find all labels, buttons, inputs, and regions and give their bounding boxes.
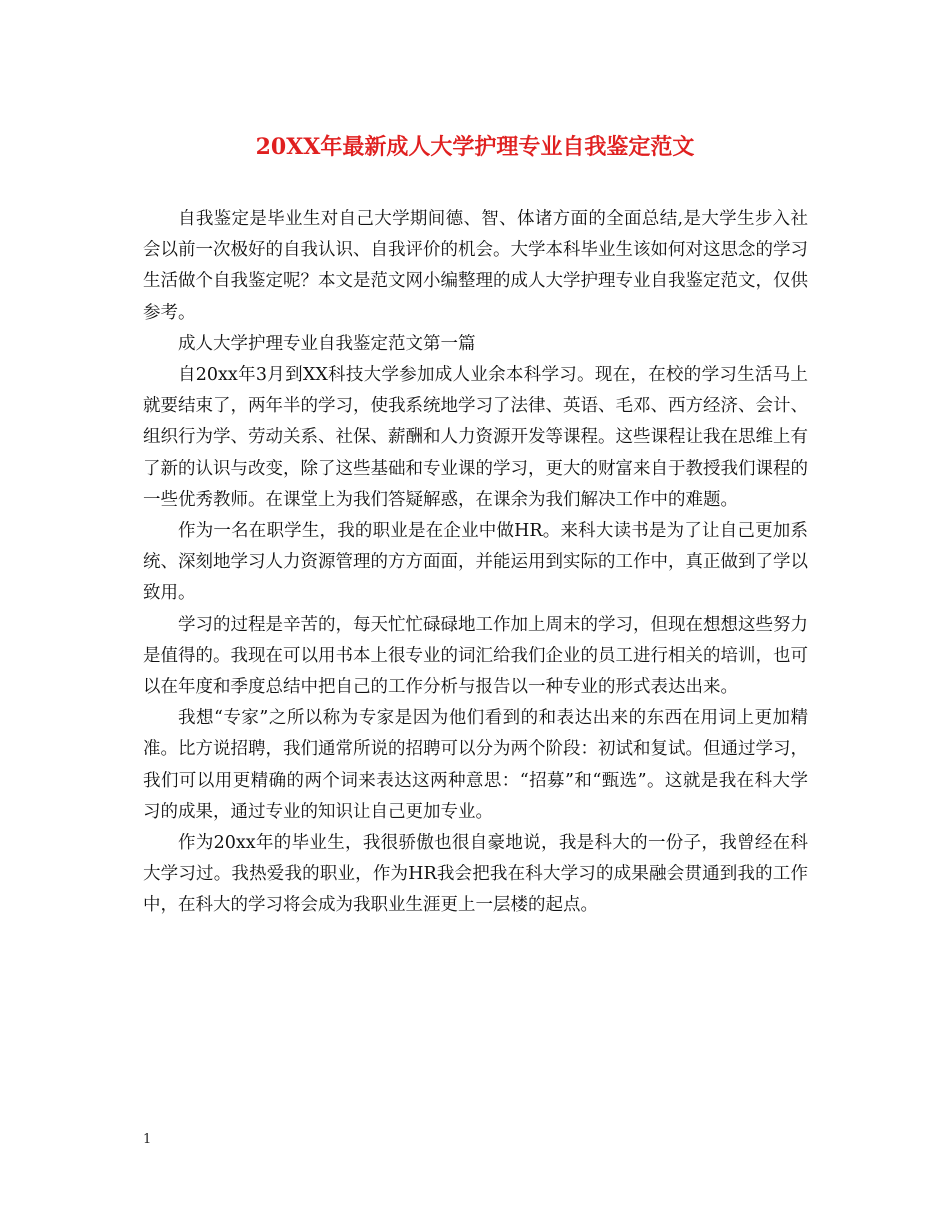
- paragraph-career: 作为一名在职学生，我的职业是在企业中做HR。来科大读书是为了让自己更加系统、深刻地学习人力资源管理的方方面面，并能运用到实际的工作中，真正做到了学以致用。: [143, 521, 808, 604]
- section-heading: 成人大学护理专业自我鉴定范文第一篇: [178, 333, 476, 354]
- paragraph-process: 学习的过程是辛苦的，每天忙忙碌碌地工作加上周末的学习，但现在想想这些努力是值得的。我现在可以用书本上很专业的词汇给我们企业的员工进行相关的培训，也可以在年度和季度总结中把自己的工作分析与报告以一种专业的形式表达出来。: [143, 614, 808, 698]
- page-number: 1: [143, 1132, 152, 1147]
- paragraph-expert: 我想“专家”之所以称为专家是因为他们看到的和表达出来的东西在用词上更加精准。比方说招聘，我们通常所说的招聘可以分为两个阶段：初试和复试。但通过学习，我们可以用更精确的两个词来表达这两种意思：“招募”和“甄选”。这就是我在科大学习的成果，通过专业的知识让自己更加专业。: [143, 708, 808, 822]
- paragraph-conclusion: 作为20xx年的毕业生，我很骄傲也很自豪地说，我是科大的一份子，我曾经在科大学习过。我热爱我的职业，作为HR我会把我在科大学习的成果融会贯通到我的工作中，在科大的学习将会成为我职业生涯更上一层楼的起点。: [143, 833, 808, 916]
- paragraph-intro: 自我鉴定是毕业生对自己大学期间德、智、体诸方面的全面总结,是大学生步入社会以前一次极好的自我认识、自我评价的机会。大学本科毕业生该如何对这思念的学习生活做个自我鉴定呢？本文是范文网小编整理的成人大学护理专业自我鉴定范文，仅供参考。: [143, 209, 808, 323]
- document-body: [143, 204, 808, 922]
- document-title: 20XX年最新成人大学护理专业自我鉴定范文: [255, 134, 695, 160]
- paragraph-study-overview: 自20xx年3月到XX科技大学参加成人业余本科学习。现在，在校的学习生活马上就要结束了，两年半的学习，使我系统地学习了法律、英语、毛邓、西方经济、会计、组织行为学、劳动关系、社保、薪酬和人力资源开发等课程。这些课程让我在思维上有了新的认识与改变，除了这些基础和专业课的学习，更大的财富来自于教授我们课程的一些优秀教师。在课堂上为我们答疑解惑，在课余为我们解决工作中的难题。: [143, 365, 808, 510]
